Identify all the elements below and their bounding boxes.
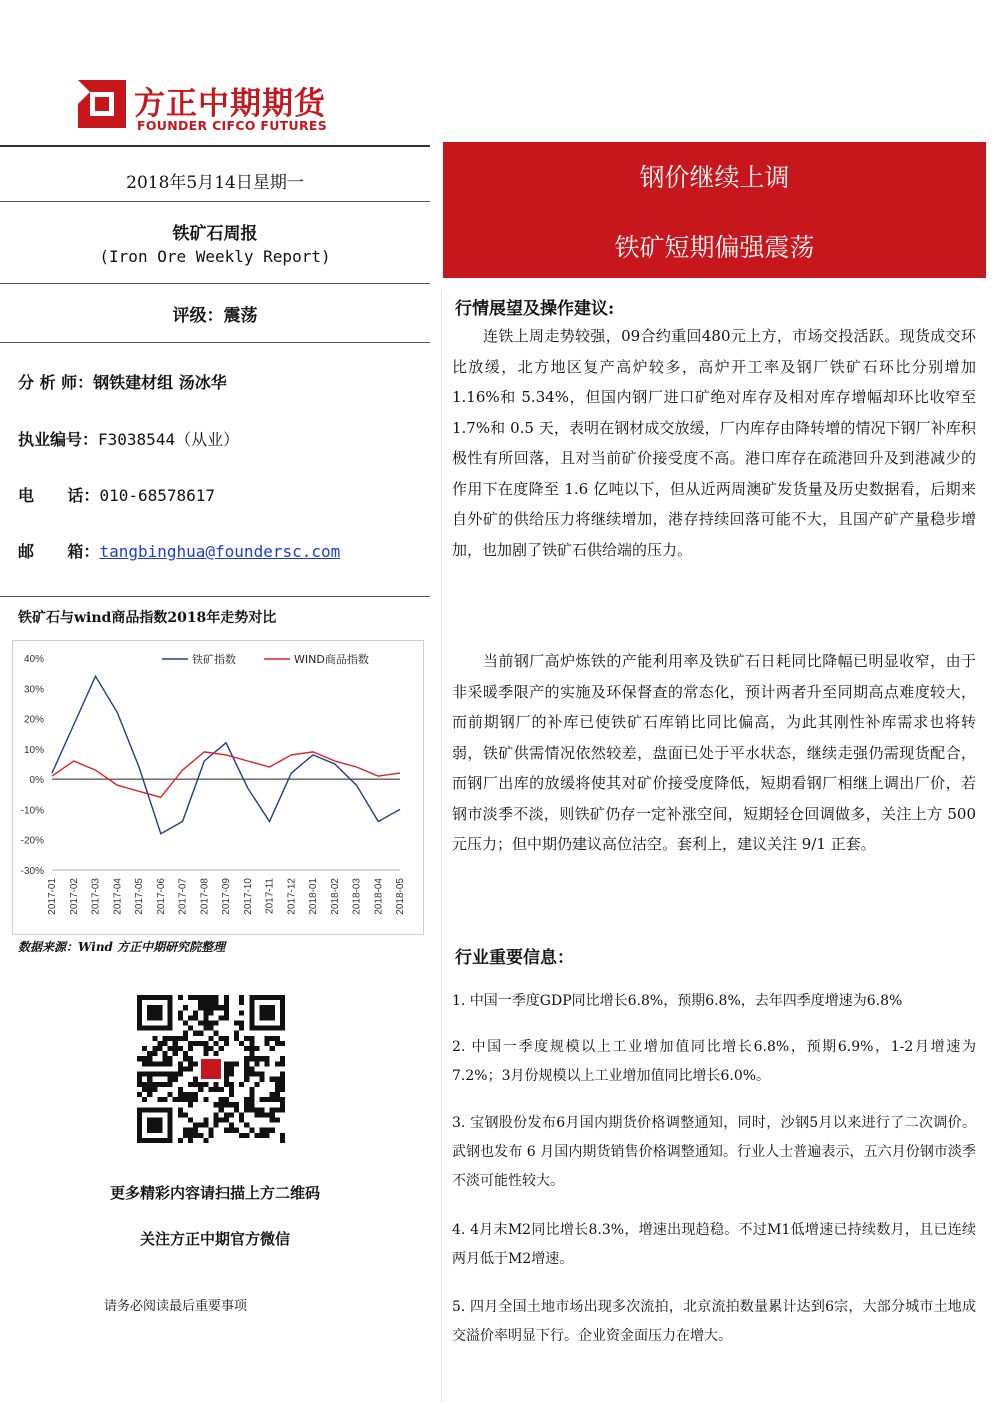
x-tick-label: 2017-06 — [155, 878, 167, 915]
y-tick-label: -10% — [20, 805, 44, 817]
qr-code-icon — [135, 995, 287, 1143]
x-tick-label: 2018-05 — [395, 878, 406, 915]
license-row — [18, 427, 239, 450]
x-tick-label: 2017-12 — [286, 878, 298, 915]
divider — [0, 201, 430, 202]
x-tick-label: 2017-02 — [68, 878, 80, 915]
legend-label: 铁矿指数 — [192, 653, 236, 666]
news-item: 5. 四月全国土地市场出现多次流拍，北京流拍数量累计达到6宗，大部分城市土地成交溢价率明显下行。企业资金面压力在增大。 — [452, 1299, 976, 1344]
y-tick-label: 10% — [23, 744, 44, 756]
headline-line-1: 钢价继续上调 — [639, 163, 790, 192]
report-date: 2018年5月14日星期一 — [126, 173, 304, 193]
email-label: 邮 箱： — [18, 542, 100, 561]
chart — [12, 640, 424, 935]
qr-caption-1: 更多精彩内容请扫描上方二维码 — [109, 1184, 320, 1202]
outlook-paragraph: 连铁上周走势较强，09合约重回480元上方，市场交投活跃。现货成交环比放缓，北方地区复产高炉较多，高炉开工率及钢厂铁矿石环比分别增加 1.16%和 5.34%，但国内钢厂进口矿绝对库存及相对库存增幅却环比收窄至 1.7%和 0.5 天，表明在钢材成交放缓，厂内库存由降转增的情况下钢厂补库积极性有所回落，且对当前矿价接受度不高。港口库存在疏港回升及到港减少的作用下在度降至 1.6 亿吨以下，但从近两周澳矿发货量及历史数据看，后期来自外矿的供给压力将继续增加，港存持续回落可能不大，且国产矿产量稳步增加，也加剧了铁矿石供给端的压力。 — [452, 327, 976, 559]
x-tick-label: 2018-04 — [373, 878, 385, 915]
y-tick-label: 0% — [29, 775, 44, 787]
x-tick-label: 2018-02 — [329, 878, 341, 915]
x-tick-label: 2017-10 — [242, 878, 254, 915]
x-tick-label: 2017-09 — [221, 878, 232, 915]
news-item: 1. 中国一季度GDP同比增长6.8%，预期6.8%，去年四季度增速为6.8% — [452, 993, 903, 1009]
x-tick-label: 2017-03 — [90, 878, 102, 915]
x-tick-label: 2018-01 — [308, 878, 319, 915]
headline-line-2: 铁矿短期偏强震荡 — [614, 233, 815, 262]
chart-title: 铁矿石与wind商品指数2018年走势对比 — [18, 610, 277, 626]
y-tick-label: -30% — [20, 866, 44, 877]
phone-label: 电 话： — [18, 486, 100, 505]
y-tick-label: 40% — [23, 654, 44, 665]
logo-text-cn: 方正中期期货 — [134, 86, 326, 122]
news-heading: 行业重要信息： — [455, 948, 574, 968]
x-tick-label: 2017-08 — [199, 878, 211, 915]
news-item: 3. 宝钢股份发布6月国内期货价格调整通知，同时，沙钢5月以来进行了二次调价。武钢也发布 6 月国内期货销售价格调整通知。行业人士普遍表示，五六月份钢市淡季不淡可能性较大。 — [452, 1115, 976, 1189]
divider — [0, 342, 430, 343]
logo-icon — [78, 80, 126, 128]
divider — [0, 145, 430, 147]
phone-row — [18, 483, 215, 506]
outlook-paragraph: 当前钢厂高炉炼铁的产能利用率及铁矿石日耗同比降幅已明显收窄，由于非采暖季限产的实施及环保督查的常态化，预计两者升至同期高点难度较大，而前期钢厂的补库已使铁矿石库销比同比偏高，为此其刚性补库需求也将转弱，铁矿供需情况依然较差，盘面已处于平水状态，继续走强仍需现货配合，而钢厂出库的放缓将使其对矿价接受度降低，短期看钢厂相继上调出厂价，若钢市淡季不淡，则铁矿仍存一定补涨空间，短期轻仓回调做多，关注上方 500 元压力；但中期仍建议高位沽空。套利上，建议关注 9/1 正套。 — [452, 652, 976, 853]
email-link[interactable]: tangbinghua@foundersc.com — [99, 542, 341, 561]
column-divider — [441, 290, 442, 1403]
x-tick-label: 2017-07 — [177, 878, 189, 915]
y-tick-label: 20% — [23, 714, 44, 726]
analyst-value: 钢铁建材组 汤冰华 — [93, 373, 227, 392]
x-tick-label: 2017-11 — [264, 878, 276, 914]
license-label: 执业编号： — [18, 430, 99, 449]
x-tick-label: 2017-05 — [134, 878, 145, 915]
y-tick-label: 30% — [23, 684, 44, 696]
x-tick-label: 2017-01 — [47, 878, 58, 915]
legend-label: WIND商品指数 — [294, 653, 369, 666]
license-value: F3038544（从业） — [98, 430, 240, 449]
email-row — [18, 539, 340, 562]
report-title: 铁矿石周报 — [172, 224, 258, 244]
qr-caption-2: 关注方正中期官方微信 — [139, 1230, 290, 1248]
news-item: 2. 中国一季度规模以上工业增加值同比增长6.8%，预期6.9%，1-2月增速为7.2%；3月份规模以上工业增加值同比增长6.0%。 — [452, 1039, 976, 1084]
phone-value: 010-68578617 — [99, 486, 216, 505]
chart-source: 数据来源：Wind 方正中期研究院整理 — [18, 940, 226, 954]
headline-box — [443, 142, 986, 278]
divider — [0, 283, 430, 284]
analyst-label: 分 析 师： — [18, 373, 94, 392]
report-subtitle: (Iron Ore Weekly Report) — [99, 247, 331, 266]
news-item: 4. 4月末M2同比增长8.3%，增速出现趋稳。不过M1低增速已持续数月，且已连续两月低于M2增速。 — [452, 1222, 976, 1267]
x-tick-label: 2018-03 — [351, 878, 363, 915]
outlook-heading: 行情展望及操作建议: — [455, 299, 615, 319]
x-tick-label: 2017-04 — [112, 878, 124, 915]
report-rating: 评级：震荡 — [172, 306, 258, 326]
disclaimer: 请务必阅读最后重要事项 — [104, 1299, 248, 1314]
divider — [0, 596, 430, 597]
logo-text-en: FOUNDER CIFCO FUTURES — [137, 118, 328, 133]
y-tick-label: -20% — [20, 835, 44, 847]
analyst-row — [18, 370, 227, 393]
